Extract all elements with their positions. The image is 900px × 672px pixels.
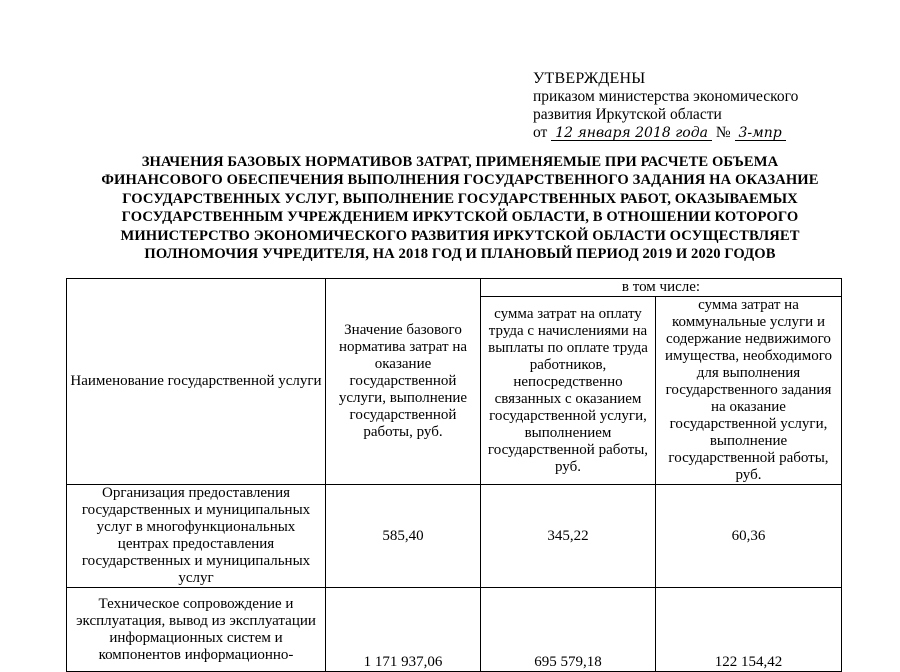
- handwritten-date: 12 января 2018 года: [551, 126, 712, 141]
- norms-table: [66, 278, 842, 672]
- number-label: №: [715, 124, 731, 141]
- labor-cost-cell: 695 579,18: [481, 588, 656, 672]
- base-norm-cell: 585,40: [326, 485, 481, 588]
- base-norm-cell: 1 171 937,06: [326, 588, 481, 672]
- utility-cost-cell: 122 154,42: [656, 588, 842, 672]
- labor-cost-cell: 345,22: [481, 485, 656, 588]
- approval-stamp: [533, 70, 833, 142]
- header-service-name: Наименование государственной услуги: [67, 279, 326, 485]
- header-utility-costs: сумма затрат на коммунальные услуги и содержание недвижимого имущества, необходимого для выполнения государственного задания на оказание государственной услуги, выполнение государственной работы, руб.: [656, 297, 842, 485]
- header-base-norm: Значение базового норматива затрат на оказание государственной услуги, выполнение государственной работы, руб.: [326, 279, 481, 485]
- service-name-cell: Организация предоставления государственных и муниципальных услуг в многофункциональных центрах предоставления государственных и муниципальных услуг: [67, 485, 326, 588]
- header-row-1: [67, 279, 842, 297]
- approval-line-1: приказом министерства экономического: [533, 88, 799, 105]
- table-row: [67, 588, 842, 672]
- header-labor-costs: сумма затрат на оплату труда с начислениями на выплаты по оплате труда работников, непосредственно связанных с оказанием государственной услуги, выполнением государственной работы, руб.: [481, 297, 656, 485]
- approval-line-2: развития Иркутской области: [533, 106, 722, 123]
- utility-cost-cell: 60,36: [656, 485, 842, 588]
- approval-date-line: [533, 124, 833, 142]
- approval-title: УТВЕРЖДЕНЫ: [533, 70, 646, 87]
- header-including: в том числе:: [481, 279, 842, 297]
- service-name-cell: Техническое сопровождение и эксплуатация, вывод из эксплуатации информационных систем и компонентов информационно-: [67, 588, 326, 672]
- document-title: ЗНАЧЕНИЯ БАЗОВЫХ НОРМАТИВОВ ЗАТРАТ, ПРИМЕНЯЕМЫЕ ПРИ РАСЧЕТЕ ОБЪЕМА ФИНАНСОВОГО ОБЕСПЕЧЕНИЯ ВЫПОЛНЕНИЯ ГОСУДАРСТВЕННОГО ЗАДАНИЯ НА ОКАЗАНИЕ ГОСУДАРСТВЕННЫХ УСЛУГ, ВЫПОЛНЕНИЕ ГОСУДАРСТВЕННЫХ РАБОТ, ОКАЗЫВАЕМЫХ ГОСУДАРСТВЕННЫМ УЧРЕЖДЕНИЕМ ИРКУТСКОЙ ОБЛАСТИ, В ОТНОШЕНИИ КОТОРОГО МИНИСТЕРСТВО ЭКОНОМИЧЕСКОГО РАЗВИТИЯ ИРКУТСКОЙ ОБЛАСТИ ОСУЩЕСТВЛЯЕТ ПОЛНОМОЧИЯ УЧРЕДИТЕЛЯ, НА 2018 ГОД И ПЛАНОВЫЙ ПЕРИОД 2019 И 2020 ГОДОВ: [101, 154, 819, 263]
- from-label: от: [533, 124, 548, 141]
- table-row: [67, 485, 842, 588]
- handwritten-number: 3-мпр: [735, 126, 786, 141]
